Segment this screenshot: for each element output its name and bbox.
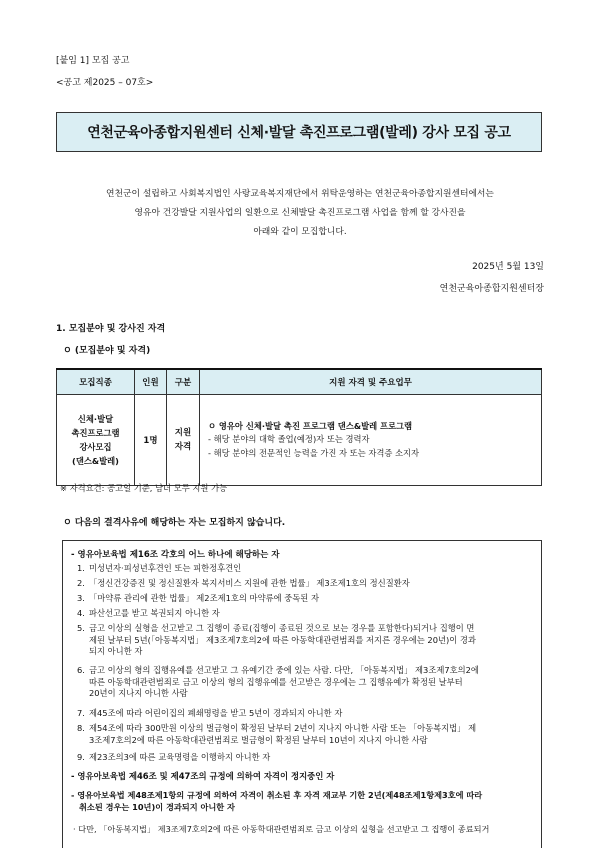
intro-line: 아래와 같이 모집합니다. <box>253 227 347 237</box>
law3-line: 취소된 경우는 10년)이 경과되지 아니한 자 <box>79 802 235 812</box>
item-number: 6. <box>77 665 85 675</box>
col-header-job: 모집직종 <box>57 369 135 395</box>
section2-heading: ㅇ 다음의 결격사유에 해당하는 자는 모집하지 않습니다. <box>63 518 286 528</box>
intro-line: 영유아 건강발달 지원사업의 일환으로 신체발달 촉진프로그램 사업을 함께 할 강사진을 <box>134 208 466 218</box>
cell-count: 1명 <box>135 395 167 486</box>
item-text: 제45조에 따라 어린이집의 폐쇄명령을 받고 5년이 경과되지 아니한 자 <box>89 708 343 718</box>
item-text: 20년이 지나지 아니한 사람 <box>89 688 188 699</box>
intro-paragraph <box>30 185 570 242</box>
list-item <box>77 708 532 720</box>
job-line: 강사모집 <box>79 442 112 452</box>
law3-heading <box>71 789 482 813</box>
intro-line: 연천군이 설립하고 사회복지법인 사랑교육복지재단에서 위탁운영하는 연천군육아종합지원센터에서는 <box>106 189 494 199</box>
item-number: 8. <box>77 723 85 733</box>
cell-qualification <box>200 395 542 486</box>
cell-type <box>167 395 200 486</box>
attachment-label: [붙임 1] 모집 공고 <box>56 56 130 66</box>
section1-subheading: ㅇ (모집분야 및 자격) <box>63 346 151 356</box>
item-text: 제23조의3에 따른 교육명령을 이행하지 아니한 자 <box>89 752 271 762</box>
item-number: 2. <box>77 578 85 588</box>
item-text: 따른 아동학대관련범죄로 금고 이상의 형의 집행유예를 선고받은 경우에는 그 집행유예가 확정된 날부터 <box>89 676 463 687</box>
item-number: 5. <box>77 623 85 633</box>
item-text: 되지 아니한 자 <box>89 646 143 657</box>
col-header-type: 구분 <box>167 369 200 395</box>
item-number: 3. <box>77 593 85 603</box>
list-item <box>77 578 532 590</box>
job-line: 신체·발달 <box>77 414 114 424</box>
list-item <box>77 623 532 658</box>
type-line: 자격 <box>174 442 192 452</box>
item-number: 4. <box>77 608 85 618</box>
law1-heading: - 영유아보육법 제16조 각호의 어느 하나에 해당하는 자 <box>71 550 280 560</box>
signer: 연천군육아종합지원센터장 <box>439 284 544 294</box>
law3-line: - 영유아보육법 제48조제1항의 규정에 의하여 자격이 취소된 후 자격 재교부 기한 2년(제48조제1항제3호에 따라 <box>71 790 483 800</box>
type-line: 지원 <box>174 428 192 438</box>
list-item <box>77 665 532 700</box>
item-text: 금고 이상의 형의 집행유예를 선고받고 그 유예기간 중에 있는 사람. 다만, 「아동복지법」 제3조제7호의2에 <box>89 665 479 675</box>
qual-item: - 해당 분야의 전문적인 능력을 가진 자 또는 자격증 소지자 <box>208 447 420 458</box>
notice-number: <공고 제2025 – 07호> <box>56 78 154 88</box>
col-header-count: 인원 <box>135 369 167 395</box>
disqualification-box <box>62 540 542 848</box>
item-number: 1. <box>77 563 85 573</box>
item-text: 제된 날부터 5년(「아동복지법」 제3조제7호의2에 따른 아동학대관련범죄를 저지른 경우에는 20년)이 경과 <box>89 634 476 645</box>
qual-title: ㅇ 영유아 신체·발달 촉진 프로그램 댄스&발레 프로그램 <box>208 420 413 431</box>
col-header-qualification: 지원 자격 및 주요업무 <box>200 369 542 395</box>
job-line: 촉진프로그램 <box>71 428 120 438</box>
list-item <box>77 593 532 605</box>
item-text: 「마약류 관리에 관한 법률」 제2조제1호의 마약류에 중독된 자 <box>89 593 319 603</box>
tail-note: · 다만, 「아동복지법」 제3조제7호의2에 따른 아동학대관련범죄로 금고 이상의 실형을 선고받고 그 집행이 종료되거 <box>73 824 490 834</box>
section1-heading: 1. 모집분야 및 강사진 자격 <box>56 324 166 334</box>
law2-heading: - 영유아보육법 제46조 및 제47조의 규정에 의하여 자격이 정지중인 자 <box>71 771 335 781</box>
item-text: 금고 이상의 실형을 선고받고 그 집행이 종료(집행이 종료된 것으로 보는 경우를 포함한다)되거나 집행이 면 <box>89 623 475 633</box>
item-text: 「정신건강증진 및 정신질환자 복지서비스 지원에 관한 법률」 제3조제1호의 정신질환자 <box>89 578 410 588</box>
page-title: 연천군육아종합지원센터 신체·발달 촉진프로그램(발레) 강사 모집 공고 <box>56 112 542 152</box>
item-text: 파산선고를 받고 복권되지 아니한 자 <box>89 608 220 618</box>
list-item <box>77 752 532 764</box>
list-item <box>77 723 532 746</box>
list-item <box>77 563 532 575</box>
item-text: 3조제7호의2에 따른 아동학대관련범죄로 벌금형이 확정된 날부터 10년이 지나지 아니한 사람 <box>89 734 428 745</box>
table-note: ※ 자격요건: 공고일 기준, 남녀 모두 지원 가능 <box>60 483 228 493</box>
requirements-table <box>56 368 542 486</box>
item-text: 제54조에 따라 300만원 이상의 벌금형이 확정된 날부터 2년이 지나지 아니한 사람 또는 「아동복지법」 제 <box>89 723 477 733</box>
item-number: 9. <box>77 752 85 762</box>
item-number: 7. <box>77 708 85 718</box>
cell-job <box>57 395 135 486</box>
notice-date: 2025년 5월 13일 <box>472 262 544 272</box>
qual-item: - 해당 분야의 대학 졸업(예정)자 또는 경력자 <box>208 434 370 445</box>
item-text: 미성년자·피성년후견인 또는 피한정후견인 <box>89 563 242 573</box>
list-item <box>77 608 532 620</box>
job-line: (댄스&발레) <box>72 456 119 466</box>
